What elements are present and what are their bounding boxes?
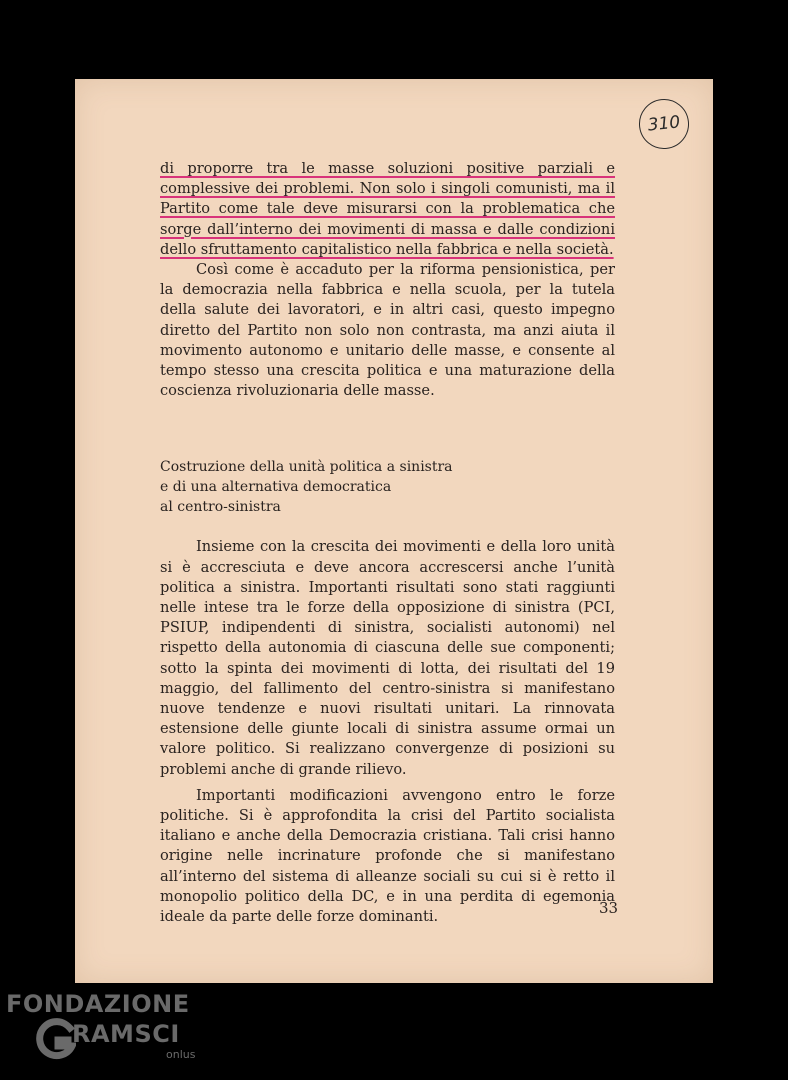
paragraph-4: Importanti modificazioni avvengono entro le forze politiche. Si è approfondita la crisi del Partito socialista italiano e anche della Democrazia cristiana. Tali crisi hanno origine nelle incrinature profonde che si manifestano all’interno del sistema di alleanze sociali su cui si è retto il monopolio politico della DC, e in una perdita di egemonia ideale da parte delle forze dominanti. — [160, 786, 615, 926]
paragraph-3: Insieme con la crescita dei movimenti e della loro unità si è accresciuta e deve ancora accrescersi anche l’unità politica a sinistra. Importanti risultati sono stati raggiunti nelle intese tra le forze della opposizione di sinistra (PCI, PSIUP, indipendenti di sinistra, socialisti autonomi) nel rispetto della autonomia di ciascuna delle sue componenti; sotto la spinta dei movimenti di lotta, dei risultati del 19 maggio, del fallimento del centro-sinistra si manifestano nuove tendenze e nuovi risultati unitari. La rinnovata estensione delle giunte locali di sinistra assume ormai un valore politico. Si realizzano convergenze di posizioni su problemi anche di grande rilievo. — [160, 538, 615, 778]
logo-g-icon — [36, 1018, 76, 1062]
logo-text-line-2: RAMSCI — [72, 1020, 180, 1048]
logo-text-line-1: FONDAZIONE — [6, 990, 190, 1018]
paragraph-2: Così come è accaduto per la riforma pensionistica, per la democrazia nella fabbrica e nella scuola, per la tutela della salute dei lavoratori, e in altri casi, questo impegno diretto del Partito non solo non contrasta, ma anzi aiuta il movimento autonomo e unitario delle masse, e consente al tempo stesso una crescita politica e una maturazione della coscienza rivoluzionaria delle masse. — [160, 261, 615, 400]
paragraph-1 — [160, 159, 615, 260]
highlighted-text: di proporre tra le masse soluzioni positive parziali e complessive dei problemi. Non solo i singoli comunisti, ma il Partito come tale deve misurarsi con la problematica che sorge dall’interno dei movimenti di massa e dalle condizioni dello sfruttamento capitalistico nella fabbrica e nella società. — [160, 160, 615, 258]
logo-suffix: onlus — [166, 1048, 196, 1061]
page-number: 33 — [599, 899, 619, 917]
section-heading — [160, 457, 480, 517]
heading-line-2: e di una alternativa democratica — [160, 479, 392, 496]
fondazione-gramsci-logo — [6, 990, 196, 1068]
body-text — [160, 159, 615, 927]
document-page — [75, 79, 713, 983]
heading-line-3: al centro-sinistra — [160, 499, 281, 516]
heading-line-1: Costruzione della unità politica a sinistra — [160, 459, 453, 476]
archive-number-stamp: 310 — [637, 97, 692, 152]
